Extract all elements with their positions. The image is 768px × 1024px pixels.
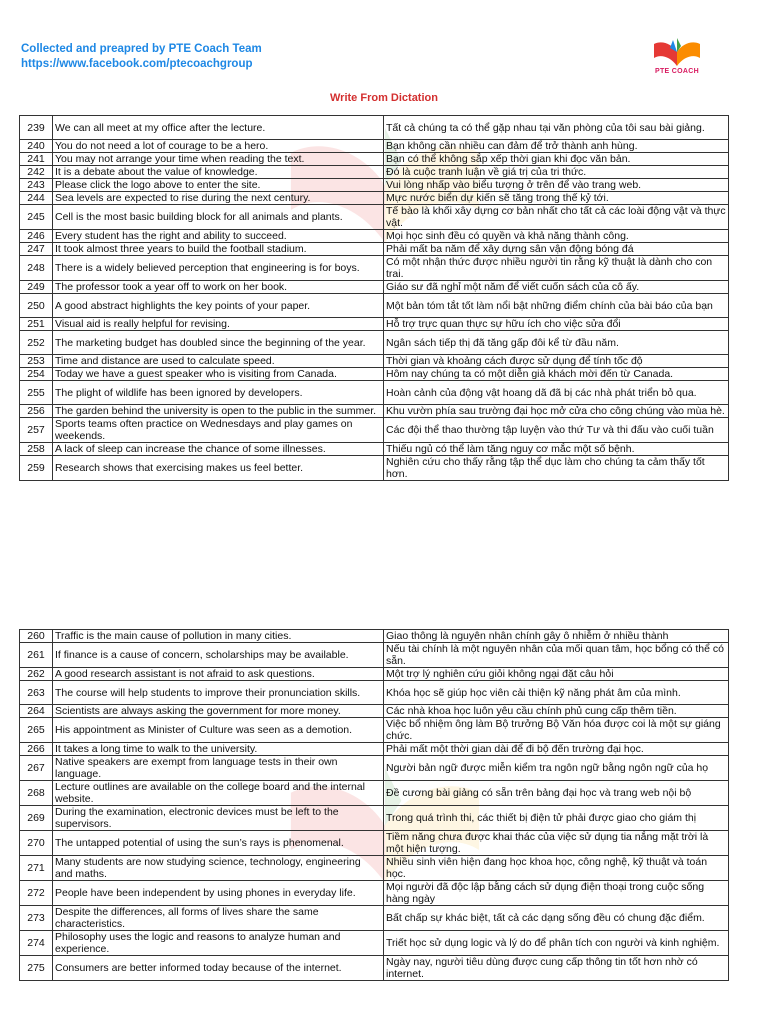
table-row [20,956,729,981]
vietnamese-translation: Triết học sử dụng logic và lý do để phân tích con người và kinh nghiệm. [384,931,729,956]
vietnamese-translation: Đề cương bài giảng có sẵn trên bảng đại học và trang web nội bộ [384,781,729,806]
sentence-number: 269 [20,806,53,831]
sentence-number: 270 [20,831,53,856]
table-row [20,931,729,956]
vietnamese-translation: Khóa học sẽ giúp học viên cải thiện kỹ năng phát âm của mình. [384,681,729,705]
table-row [20,318,729,331]
vietnamese-translation: Ngân sách tiếp thị đã tăng gấp đôi kể từ đầu năm. [384,331,729,355]
table-row [20,368,729,381]
sentence-number: 240 [20,140,53,153]
vietnamese-translation: Việc bổ nhiệm ông làm Bộ trưởng Bộ Văn hóa được coi là một sự giáng chức. [384,718,729,743]
table-row [20,405,729,418]
sentence-number: 272 [20,881,53,906]
english-sentence: The marketing budget has doubled since the beginning of the year. [53,331,384,355]
vietnamese-translation: Giáo sư đã nghỉ một năm để viết cuốn sách của cô ấy. [384,281,729,294]
table-row [20,331,729,355]
sentence-number: 242 [20,166,53,179]
sentence-number: 265 [20,718,53,743]
sentence-number: 247 [20,243,53,256]
english-sentence: There is a widely believed perception that engineering is for boys. [53,256,384,281]
english-sentence: We can all meet at my office after the lecture. [53,116,384,140]
sentence-number: 273 [20,906,53,931]
sentence-number: 260 [20,630,53,643]
sentence-number: 241 [20,153,53,166]
english-sentence: The garden behind the university is open to the public in the summer. [53,405,384,418]
table-row [20,166,729,179]
english-sentence: Many students are now studying science, technology, engineering and maths. [53,856,384,881]
vietnamese-translation: Mọi học sinh đều có quyền và khả năng thành công. [384,230,729,243]
english-sentence: His appointment as Minister of Culture was seen as a demotion. [53,718,384,743]
english-sentence: Lecture outlines are available on the college board and the internal website. [53,781,384,806]
vietnamese-translation: Giao thông là nguyên nhân chính gây ô nhiễm ở nhiều thành [384,630,729,643]
vietnamese-translation: Ngày nay, người tiêu dùng được cung cấp thông tin tốt hơn nhờ có internet. [384,956,729,981]
sentence-number: 244 [20,192,53,205]
vietnamese-translation: Hỗ trợ trực quan thực sự hữu ích cho việc sửa đổi [384,318,729,331]
table-row [20,856,729,881]
english-sentence: Visual aid is really helpful for revising. [53,318,384,331]
header-credit [21,42,262,72]
sentence-number: 263 [20,681,53,705]
vietnamese-translation: Có một nhận thức được nhiều người tin rằng kỹ thuật là dành cho con trai. [384,256,729,281]
vietnamese-translation: Trong quá trình thi, các thiết bị điện tử phải được giao cho giám thị [384,806,729,831]
english-sentence: Today we have a guest speaker who is visiting from Canada. [53,368,384,381]
sentence-number: 252 [20,331,53,355]
table-row [20,294,729,318]
english-sentence: The plight of wildlife has been ignored by developers. [53,381,384,405]
table-row [20,456,729,481]
sentence-number: 274 [20,931,53,956]
english-sentence: It is a debate about the value of knowledge. [53,166,384,179]
table-row [20,781,729,806]
sentence-number: 255 [20,381,53,405]
english-sentence: Every student has the right and ability to succeed. [53,230,384,243]
table-row [20,756,729,781]
table-row [20,705,729,718]
table-row [20,179,729,192]
vietnamese-translation: Vui lòng nhấp vào biểu tượng ở trên để vào trang web. [384,179,729,192]
sentence-number: 239 [20,116,53,140]
vietnamese-translation: Mực nước biển dự kiến sẽ tăng trong thế kỷ tới. [384,192,729,205]
vietnamese-translation: Bất chấp sự khác biệt, tất cả các dạng sống đều có chung đặc điểm. [384,906,729,931]
vietnamese-translation: Hoàn cảnh của động vật hoang dã đã bị các nhà phát triển bỏ qua. [384,381,729,405]
table-row [20,153,729,166]
dictation-table-2 [19,629,729,981]
table-row [20,668,729,681]
sentence-number: 250 [20,294,53,318]
table-row [20,643,729,668]
dictation-table-1 [19,115,729,481]
table-row [20,906,729,931]
english-sentence: Cell is the most basic building block for all animals and plants. [53,205,384,230]
sentence-number: 256 [20,405,53,418]
vietnamese-translation: Phải mất ba năm để xây dựng sân vận động bóng đá [384,243,729,256]
table-row [20,831,729,856]
logo-text: PTE COACH [655,68,699,75]
vietnamese-translation: Mọi người đã độc lập bằng cách sử dụng điện thoại trong cuộc sống hàng ngày [384,881,729,906]
english-sentence: Native speakers are exempt from language tests in their own language. [53,756,384,781]
vietnamese-translation: Một trợ lý nghiên cứu giỏi không ngại đặt câu hỏi [384,668,729,681]
english-sentence: A good abstract highlights the key points of your paper. [53,294,384,318]
sentence-number: 266 [20,743,53,756]
table-row [20,443,729,456]
sentence-number: 253 [20,355,53,368]
english-sentence: You may not arrange your time when reading the text. [53,153,384,166]
table-row [20,140,729,153]
table-row [20,256,729,281]
vietnamese-translation: Thiếu ngủ có thể làm tăng nguy cơ mắc một số bệnh. [384,443,729,456]
sentence-number: 271 [20,856,53,881]
vietnamese-translation: Phải mất một thời gian dài để đi bộ đến trường đại học. [384,743,729,756]
english-sentence: Please click the logo above to enter the site. [53,179,384,192]
english-sentence: People have been independent by using phones in everyday life. [53,881,384,906]
english-sentence: Sea levels are expected to rise during the next century. [53,192,384,205]
sentence-number: 268 [20,781,53,806]
sentence-number: 257 [20,418,53,443]
sentence-number: 249 [20,281,53,294]
table-row [20,243,729,256]
english-sentence: It takes a long time to walk to the university. [53,743,384,756]
table-row [20,718,729,743]
table-row [20,355,729,368]
vietnamese-translation: Người bản ngữ được miễn kiểm tra ngôn ngữ bằng ngôn ngữ của họ [384,756,729,781]
vietnamese-translation: Đó là cuộc tranh luận về giá trị của tri thức. [384,166,729,179]
english-sentence: The professor took a year off to work on her book. [53,281,384,294]
sentence-number: 251 [20,318,53,331]
english-sentence: Time and distance are used to calculate speed. [53,355,384,368]
vietnamese-translation: Tất cả chúng ta có thể gặp nhau tại văn phòng của tôi sau bài giảng. [384,116,729,140]
table-row [20,281,729,294]
english-sentence: If finance is a cause of concern, scholarships may be available. [53,643,384,668]
sentence-number: 275 [20,956,53,981]
vietnamese-translation: Bạn không cần nhiều can đảm để trở thành anh hùng. [384,140,729,153]
english-sentence: Research shows that exercising makes us feel better. [53,456,384,481]
table-row [20,205,729,230]
page-title: Write From Dictation [330,92,438,104]
table-row [20,230,729,243]
english-sentence: Despite the differences, all forms of lives share the same characteristics. [53,906,384,931]
english-sentence: The untapped potential of using the sun’s rays is phenomenal. [53,831,384,856]
table-row [20,806,729,831]
table-row [20,418,729,443]
table-row [20,743,729,756]
vietnamese-translation: Khu vườn phía sau trường đại học mở cửa cho công chúng vào mùa hè. [384,405,729,418]
vietnamese-translation: Các đội thể thao thường tập luyện vào thứ Tư và thi đấu vào cuối tuần [384,418,729,443]
vietnamese-translation: Các nhà khoa học luôn yêu cầu chính phủ cung cấp thêm tiền. [384,705,729,718]
vietnamese-translation: Thời gian và khoảng cách được sử dụng để tính tốc độ [384,355,729,368]
sentence-number: 261 [20,643,53,668]
english-sentence: The course will help students to improve their pronunciation skills. [53,681,384,705]
sentence-number: 262 [20,668,53,681]
table-row [20,881,729,906]
vietnamese-translation: Tế bào là khối xây dựng cơ bản nhất cho tất cả các loài động vật và thực vật. [384,205,729,230]
sentence-number: 264 [20,705,53,718]
table-row [20,192,729,205]
vietnamese-translation: Tiềm năng chưa được khai thác của việc sử dụng tia nắng mặt trời là một hiện tượng. [384,831,729,856]
vietnamese-translation: Một bản tóm tắt tốt làm nổi bật những điểm chính của bài báo của bạn [384,294,729,318]
table-row [20,381,729,405]
english-sentence: Traffic is the main cause of pollution in many cities. [53,630,384,643]
english-sentence: A good research assistant is not afraid to ask questions. [53,668,384,681]
sentence-number: 245 [20,205,53,230]
vietnamese-translation: Nếu tài chính là một nguyên nhân của mối quan tâm, học bổng có thể có sẵn. [384,643,729,668]
english-sentence: Sports teams often practice on Wednesdays and play games on weekends. [53,418,384,443]
sentence-number: 254 [20,368,53,381]
facebook-link[interactable]: https://www.facebook.com/ptecoachgroup [21,58,253,70]
sentence-number: 267 [20,756,53,781]
table-row [20,630,729,643]
sentence-number: 258 [20,443,53,456]
sentence-number: 259 [20,456,53,481]
english-sentence: A lack of sleep can increase the chance of some illnesses. [53,443,384,456]
sentence-number: 248 [20,256,53,281]
sentence-number: 246 [20,230,53,243]
vietnamese-translation: Bạn có thể không sắp xếp thời gian khi đọc văn bản. [384,153,729,166]
english-sentence: You do not need a lot of courage to be a hero. [53,140,384,153]
sentence-number: 243 [20,179,53,192]
vietnamese-translation: Nghiên cứu cho thấy rằng tập thể dục làm cho chúng ta cảm thấy tốt hơn. [384,456,729,481]
vietnamese-translation: Hôm nay chúng ta có một diễn giả khách mời đến từ Canada. [384,368,729,381]
english-sentence: It took almost three years to build the football stadium. [53,243,384,256]
english-sentence: During the examination, electronic devices must be left to the supervisors. [53,806,384,831]
vietnamese-translation: Nhiều sinh viên hiện đang học khoa học, công nghệ, kỹ thuật và toán học. [384,856,729,881]
credit-line: Collected and preapred by PTE Coach Team [21,43,262,55]
english-sentence: Philosophy uses the logic and reasons to analyze human and experience. [53,931,384,956]
english-sentence: Scientists are always asking the government for more money. [53,705,384,718]
table-row [20,116,729,140]
table-row [20,681,729,705]
english-sentence: Consumers are better informed today because of the internet. [53,956,384,981]
